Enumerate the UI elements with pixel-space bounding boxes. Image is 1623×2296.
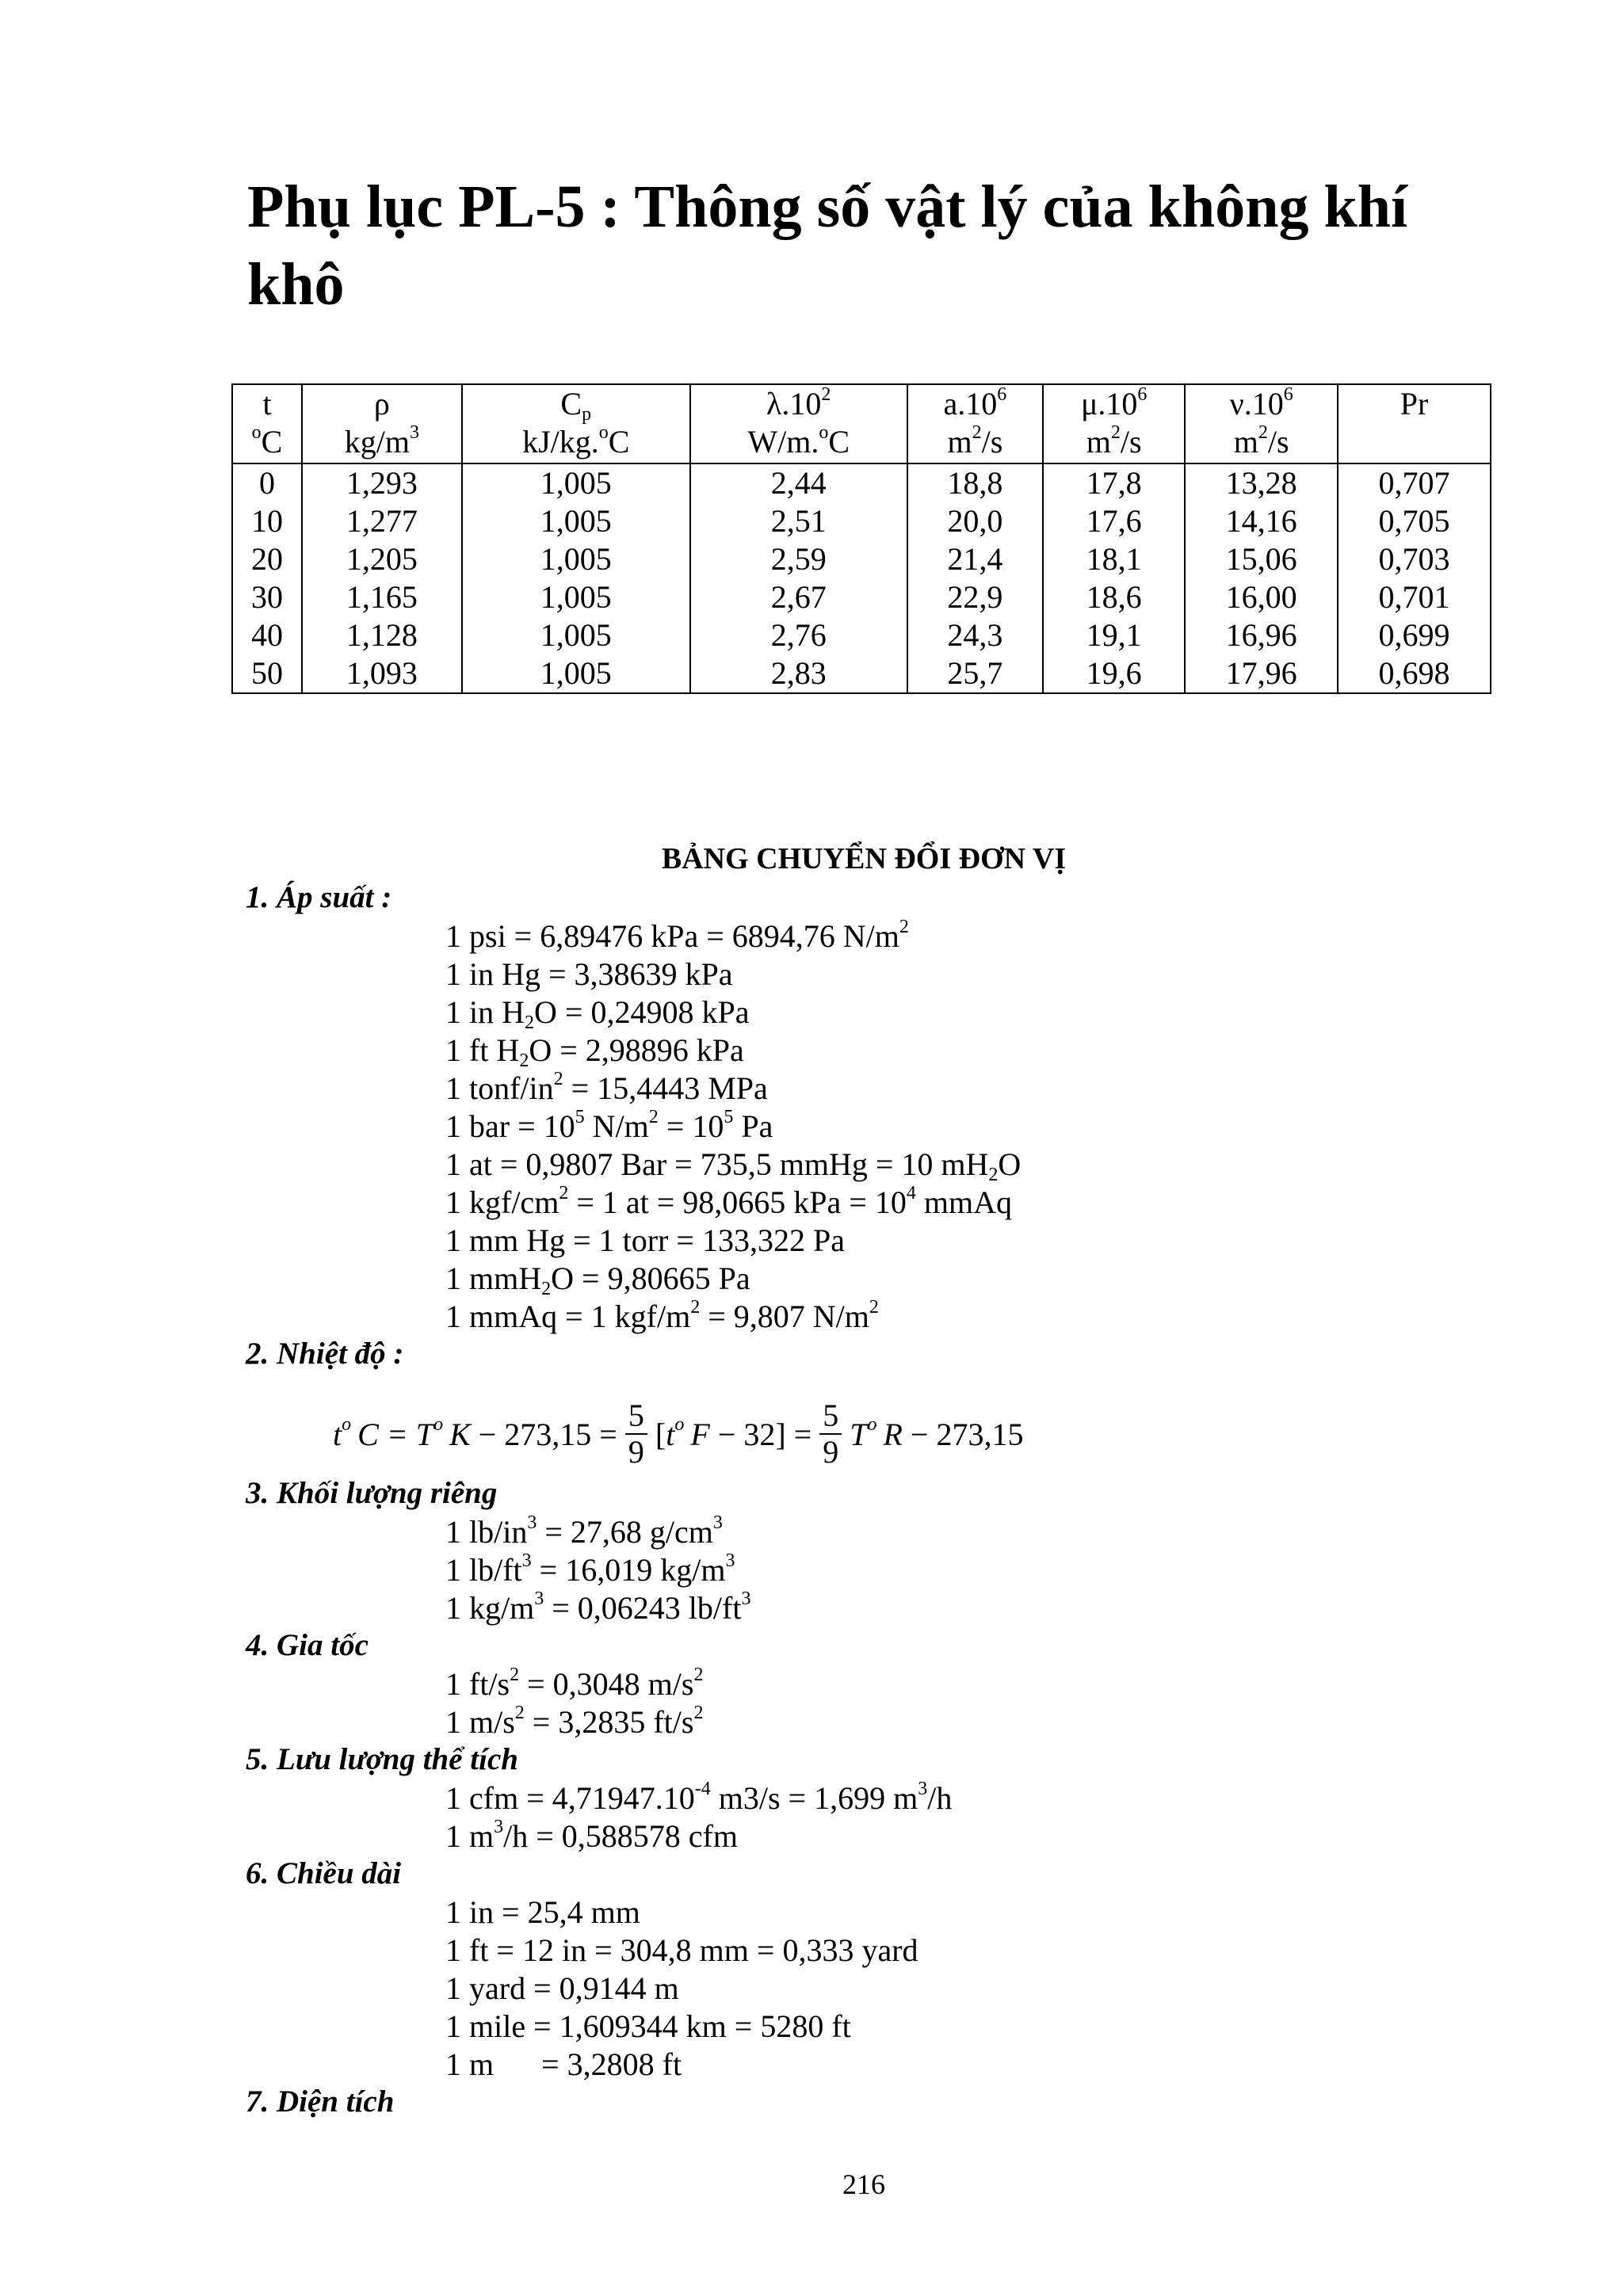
fraction-five-ninths: $\frac{5}{9}$ (625, 1398, 647, 1470)
table-row (232, 463, 1491, 502)
table-cell: 22,9 (907, 578, 1043, 616)
table-row (232, 502, 1491, 540)
table-cell: 1,205 (302, 540, 462, 578)
column-header (1043, 384, 1185, 463)
column-symbol: $a.10^6$ (943, 384, 1007, 421)
table-cell: 17,6 (1043, 502, 1185, 540)
table-cell: 1,005 (462, 540, 690, 578)
table-cell: 18,1 (1043, 540, 1185, 578)
pressure-line-11: 1 mmAq = 1 kgf/$m^2 = 9,807$ $N/m^2$ (445, 1297, 879, 1334)
table-row (232, 540, 1491, 578)
table-row (232, 578, 1491, 616)
table-body (232, 463, 1491, 693)
column-unit (1338, 423, 1490, 461)
table-header-row (232, 384, 1491, 463)
acceleration-line-1: 1 $ft/s^2 = 0,3048$ $m/s^2$ (445, 1665, 704, 1702)
table-cell: 14,16 (1185, 502, 1338, 540)
length-line-3: 1 yard = 0,9144 m (445, 1970, 679, 2006)
section-area-heading: 7. Diện tích (246, 2084, 395, 2119)
column-unit: $m^2/s$ (1233, 422, 1289, 460)
table-cell: 0,705 (1338, 502, 1491, 540)
table-cell: 2,67 (690, 578, 907, 616)
column-symbol: $\mu.10^6$ (1080, 384, 1148, 421)
column-symbol: ρ (373, 386, 390, 421)
column-unit: $kg/m^3$ (344, 422, 420, 460)
column-header (302, 384, 462, 463)
pressure-line-2: 1 in Hg = 3,38639 kPa (445, 956, 733, 992)
flow-line-1: 1 cfm = $4,71947.10^{-4}$ m3/s = 1,699 $m^3/h$ (445, 1779, 953, 1816)
density-line-1: 1 $lb/in^3 = 27,68$ $g/cm^3$ (445, 1512, 723, 1550)
table-cell: 0,703 (1338, 540, 1491, 578)
table-cell: 25,7 (907, 654, 1043, 693)
column-header (907, 384, 1043, 463)
column-symbol: $\lambda.10^2$ (766, 384, 831, 421)
pressure-line-8: 1 kgf/$cm^2 = 1$ at = 98,0665 kPa = $10^4$ mmAq (445, 1183, 1012, 1220)
table-cell: 0 (232, 463, 302, 502)
table-cell: 10 (232, 502, 302, 540)
pressure-line-10: 1 mmH$_2$O = 9,80665 Pa (445, 1261, 750, 1300)
section-density-heading: 3. Khối lượng riêng (246, 1476, 498, 1510)
table-cell: 0,701 (1338, 578, 1491, 616)
table-cell: 1,128 (302, 616, 462, 654)
table-cell: 20 (232, 540, 302, 578)
length-line-2: 1 ft = 12 in = 304,8 mm = 0,333 yard (445, 1932, 918, 1968)
table-cell: 1,005 (462, 654, 690, 693)
column-header (462, 384, 690, 463)
column-symbol: $\nu.10^6$ (1229, 384, 1293, 421)
table-cell: 17,8 (1043, 463, 1185, 502)
section-acceleration-heading: 4. Gia tốc (246, 1628, 369, 1662)
table-cell: 0,698 (1338, 654, 1491, 693)
column-header (1338, 384, 1491, 463)
table-cell: 2,83 (690, 654, 907, 693)
table-cell: 2,76 (690, 616, 907, 654)
length-line-1: 1 in = 25,4 mm (445, 1894, 640, 1930)
temperature-formula: $t^o$ $C = T^o$ K − 273,15 = $\frac{5}{9}$ [$t^o$ F − 32] = $\frac{5}{9}$ $T^o$ R − 273,15 (333, 1398, 1024, 1470)
length-line-5: 1 m = 3,2808 ft (445, 2046, 682, 2082)
pressure-line-4: 1 ft $H_2O = 2,98896$ kPa (445, 1032, 744, 1072)
conversion-table-title: BẢNG CHUYỂN ĐỔI ĐƠN VỊ (661, 842, 1067, 875)
table-cell: 20,0 (907, 502, 1043, 540)
pressure-line-6: 1 bar = $10^5$ $N/m^2 = 10^5$ Pa (445, 1107, 773, 1144)
table-cell: 21,4 (907, 540, 1043, 578)
page-number: 216 (842, 2168, 885, 2200)
table-cell: 1,005 (462, 502, 690, 540)
column-symbol: Pr (1400, 386, 1429, 421)
pressure-line-9: 1 mm Hg = 1 torr = 133,322 Pa (445, 1222, 845, 1258)
page-title: Phụ lục PL-5 : Thông số vật lý của không khí khô (247, 174, 1408, 318)
column-symbol: $C_p$ (560, 386, 592, 425)
column-unit: $m^2/s$ (947, 422, 1003, 460)
table-cell: 2,44 (690, 463, 907, 502)
table-cell: 1,005 (462, 616, 690, 654)
table-row (232, 616, 1491, 654)
table-cell: 2,51 (690, 502, 907, 540)
table-cell: 15,06 (1185, 540, 1338, 578)
table-cell: 13,28 (1185, 463, 1338, 502)
air-properties-table (231, 383, 1491, 694)
table-cell: 1,293 (302, 463, 462, 502)
column-unit: $m^2/s$ (1086, 422, 1142, 460)
table-cell: 40 (232, 616, 302, 654)
table-cell: 1,165 (302, 578, 462, 616)
table-cell: 16,00 (1185, 578, 1338, 616)
table-cell: 1,093 (302, 654, 462, 693)
density-line-3: 1 $kg/m^3 = 0,06243$ $lb/ft^3$ (445, 1589, 751, 1626)
table-cell: 16,96 (1185, 616, 1338, 654)
column-symbol: t (262, 386, 272, 421)
fraction-five-ninths: $\frac{5}{9}$ (819, 1398, 842, 1470)
table-cell: 24,3 (907, 616, 1043, 654)
pressure-line-7: 1 at = 0,9807 Bar = 735,5 mmHg = 10 $mH_2O$ (445, 1146, 1022, 1186)
table-cell: 2,59 (690, 540, 907, 578)
table-cell: 19,6 (1043, 654, 1185, 693)
table-cell: 0,699 (1338, 616, 1491, 654)
pressure-line-3: 1 in $H_2O = 0,24908$ kPa (445, 994, 750, 1034)
table-cell: 0,707 (1338, 463, 1491, 502)
table-cell: 17,96 (1185, 654, 1338, 693)
column-unit: kJ/kg.$^o$C (522, 422, 630, 460)
column-unit: W/m.$^o$C (747, 422, 850, 460)
section-pressure-heading: 1. Áp suất : (246, 880, 392, 914)
flow-line-2: 1 $m^3/h = 0,588578$ cfm (445, 1817, 738, 1854)
table-cell: 50 (232, 654, 302, 693)
table-cell: 18,8 (907, 463, 1043, 502)
pressure-line-1: 1 psi = 6,89476 kPa = 6894,76 $N/m^2$ (445, 917, 909, 954)
table-cell: 18,6 (1043, 578, 1185, 616)
table-cell: 30 (232, 578, 302, 616)
table-cell: 1,005 (462, 578, 690, 616)
section-length-heading: 6. Chiều dài (246, 1856, 402, 1890)
column-header (1185, 384, 1338, 463)
table-cell: 1,277 (302, 502, 462, 540)
table-row (232, 654, 1491, 693)
table-cell: 1,005 (462, 463, 690, 502)
column-header (690, 384, 907, 463)
table-cell: 19,1 (1043, 616, 1185, 654)
column-unit: $^o$C (251, 422, 283, 460)
pressure-line-5: 1 tonf/$in^2 = 15,4443$ MPa (445, 1069, 768, 1106)
length-line-4: 1 mile = 1,609344 km = 5280 ft (445, 2008, 851, 2044)
section-temperature-heading: 2. Nhiệt độ : (246, 1337, 404, 1371)
density-line-2: 1 $lb/ft^3 = 16,019$ $kg/m^3$ (445, 1550, 735, 1588)
section-flow-heading: 5. Lưu lượng thể tích (246, 1742, 518, 1776)
column-header (232, 384, 302, 463)
acceleration-line-2: 1 $m/s^2 = 3,2835$ $ft/s^2$ (445, 1703, 704, 1740)
